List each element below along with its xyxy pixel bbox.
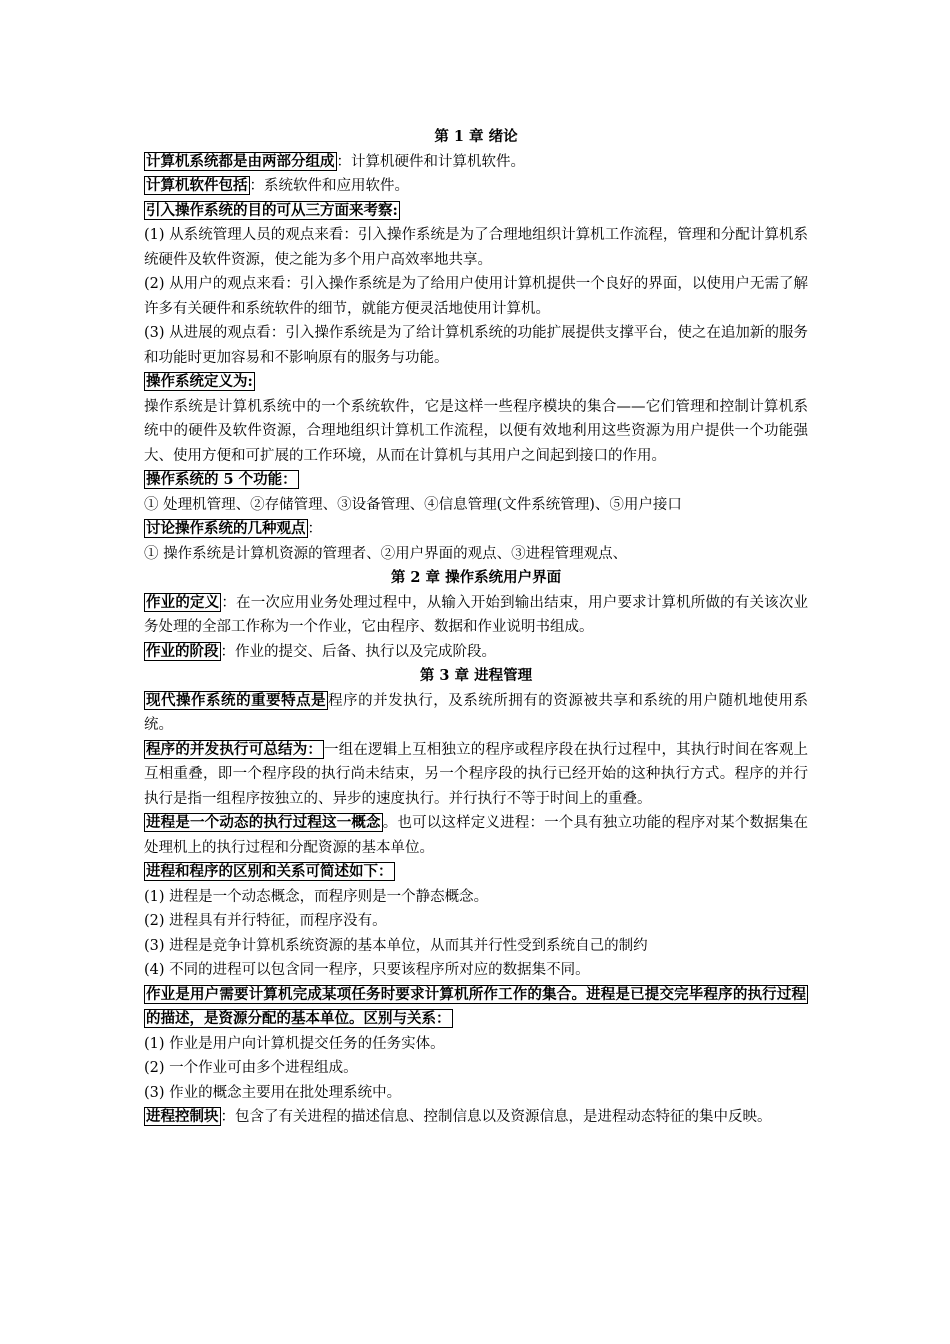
list-item: (4) 不同的进程可以包含同一程序，只要该程序所对应的数据集不同。 <box>144 962 590 978</box>
chapter-2-title: 第 2 章 操作系统用户界面 <box>390 569 562 586</box>
highlight-label: 引入操作系统的目的可从三方面来考察: <box>146 201 398 219</box>
highlight-label: 作业的定义 <box>146 593 220 611</box>
paragraph-text: ： <box>307 521 322 537</box>
highlight-label: 计算机软件包括 <box>146 177 248 194</box>
chapter-3-title: 第 3 章 进程管理 <box>419 667 533 684</box>
list-item: (3) 进程是竞争计算机系统资源的基本单位，从而其并行性受到系统自己的制约 <box>144 937 648 954</box>
paragraph-process-vs-program-label <box>144 860 808 885</box>
paragraph-text: ：作业的提交、后备、执行以及完成阶段。 <box>220 643 496 660</box>
chapter-1-title: 第 1 章 绪论 <box>434 128 518 145</box>
highlight-label: 进程和程序的区别和关系可简述如下： <box>146 863 393 880</box>
highlight-label: 程序的并发执行可总结为： <box>146 740 323 758</box>
paragraph-computer-system <box>144 150 808 175</box>
list-item: (2) 一个作业可由多个进程组成。 <box>144 1060 358 1076</box>
paragraph-os-views: ① 操作系统是计算机资源的管理者、②用户界面的观点、③进程管理观点、 <box>144 545 628 562</box>
highlight-label: 作业是用户需要计算机完成某项任务时要求计算机所作工作的集合。进程是已提交完毕程序的执行过程的描述，是资源分配的基本单位。区别与关系： <box>146 985 806 1027</box>
paragraph-text: 程序的并发执行，及系统所拥有的资源被共享和系统的用户随机地使用系统。 <box>144 692 808 733</box>
paragraph-job-definition <box>144 591 808 640</box>
paragraph-job-vs-process-label <box>144 983 808 1032</box>
paragraph-job-stages <box>144 640 808 665</box>
highlight-label: 计算机系统都是由两部分组成 <box>146 152 335 170</box>
paragraph-concurrency <box>144 738 808 812</box>
list-item: (1) 从系统管理人员的观点来看：引入操作系统是为了合理地组织计算机工作流程，管理和分配计算机系统硬件及软件资源，使之能为多个用户高效率地共享。 <box>144 227 808 268</box>
paragraph-text: 。也可以这样定义进程：一个具有独立功能的程序对某个数据集在处理机上的执行过程和分配资源的基本单位。 <box>144 815 809 856</box>
highlight-label: 操作系统的 5 个功能： <box>146 471 297 488</box>
document-page <box>144 125 808 1130</box>
paragraph-text: ：在一次应用业务处理过程中，从输入开始到输出结束，用户要求计算机所做的有关该次业务处理的全部工作称为一个作业，它由程序、数据和作业说明书组成。 <box>144 594 809 635</box>
highlight-label: 作业的阶段 <box>146 642 219 660</box>
list-item: (2) 进程具有并行特征，而程序没有。 <box>144 913 387 929</box>
paragraph-os-views-label <box>144 517 808 542</box>
paragraph-computer-software <box>144 174 808 199</box>
paragraph-os-definition-label <box>144 370 808 395</box>
highlight-label: 讨论操作系统的几种观点 <box>146 520 306 537</box>
highlight-label: 进程控制块 <box>146 1108 219 1125</box>
list-item: (1) 作业是用户向计算机提交任务的任务实体。 <box>144 1035 445 1052</box>
list-item: (3) 作业的概念主要用在批处理系统中。 <box>144 1084 402 1101</box>
paragraph-process <box>144 811 808 860</box>
paragraph-os-functions: ① 处理机管理、②存储管理、③设备管理、④信息管理(文件系统管理)、⑤用户接口 <box>144 496 682 513</box>
list-item: (2) 从用户的观点来看：引入操作系统是为了给用户使用计算机提供一个良好的界面，以使用户无需了解许多有关硬件和系统软件的细节，就能方便灵活地使用计算机。 <box>144 276 808 317</box>
paragraph-pcb <box>144 1105 808 1130</box>
paragraph-text: 一组在逻辑上互相独立的程序或程序段在执行过程中，其执行时间在客观上互相重叠，即一个程序段的执行尚未结束，另一个程序段的执行已经开始的这种执行方式。程序的并行执行是指一组程序按独立的、异步的速度执行。并行执行不等于时间上的重叠。 <box>144 741 808 807</box>
list-item: (1) 进程是一个动态概念，而程序则是一个静态概念。 <box>144 888 489 905</box>
paragraph-os-functions-label <box>144 468 808 493</box>
list-item: (3) 从进展的观点看：引入操作系统是为了给计算机系统的功能扩展提供支撑平台，使之在追加新的服务和功能时更加容易和不影响原有的服务与功能。 <box>144 325 808 366</box>
paragraph-text: ：包含了有关进程的描述信息、控制信息以及资源信息，是进程动态特征的集中反映。 <box>220 1109 772 1125</box>
highlight-label: 进程是一个动态的执行过程这一概念 <box>146 814 381 831</box>
paragraph-text: ：计算机硬件和计算机软件。 <box>336 153 525 170</box>
paragraph-os-purpose <box>144 199 808 224</box>
paragraph-os-features <box>144 689 808 738</box>
highlight-label: 现代操作系统的重要特点是 <box>146 691 327 709</box>
highlight-label: 操作系统定义为: <box>146 373 253 390</box>
paragraph-text: ：系统软件和应用软件。 <box>249 178 409 194</box>
paragraph-os-definition: 操作系统是计算机系统中的一个系统软件，它是这样一些程序模块的集合——它们管理和控制计算机系统中的硬件及软件资源，合理地组织计算机工作流程，以便有效地利用这些资源为用户提供一个功能强大、使用方便和可扩展的工作环境，从而在计算机与其用户之间起到接口的作用。 <box>144 398 808 464</box>
